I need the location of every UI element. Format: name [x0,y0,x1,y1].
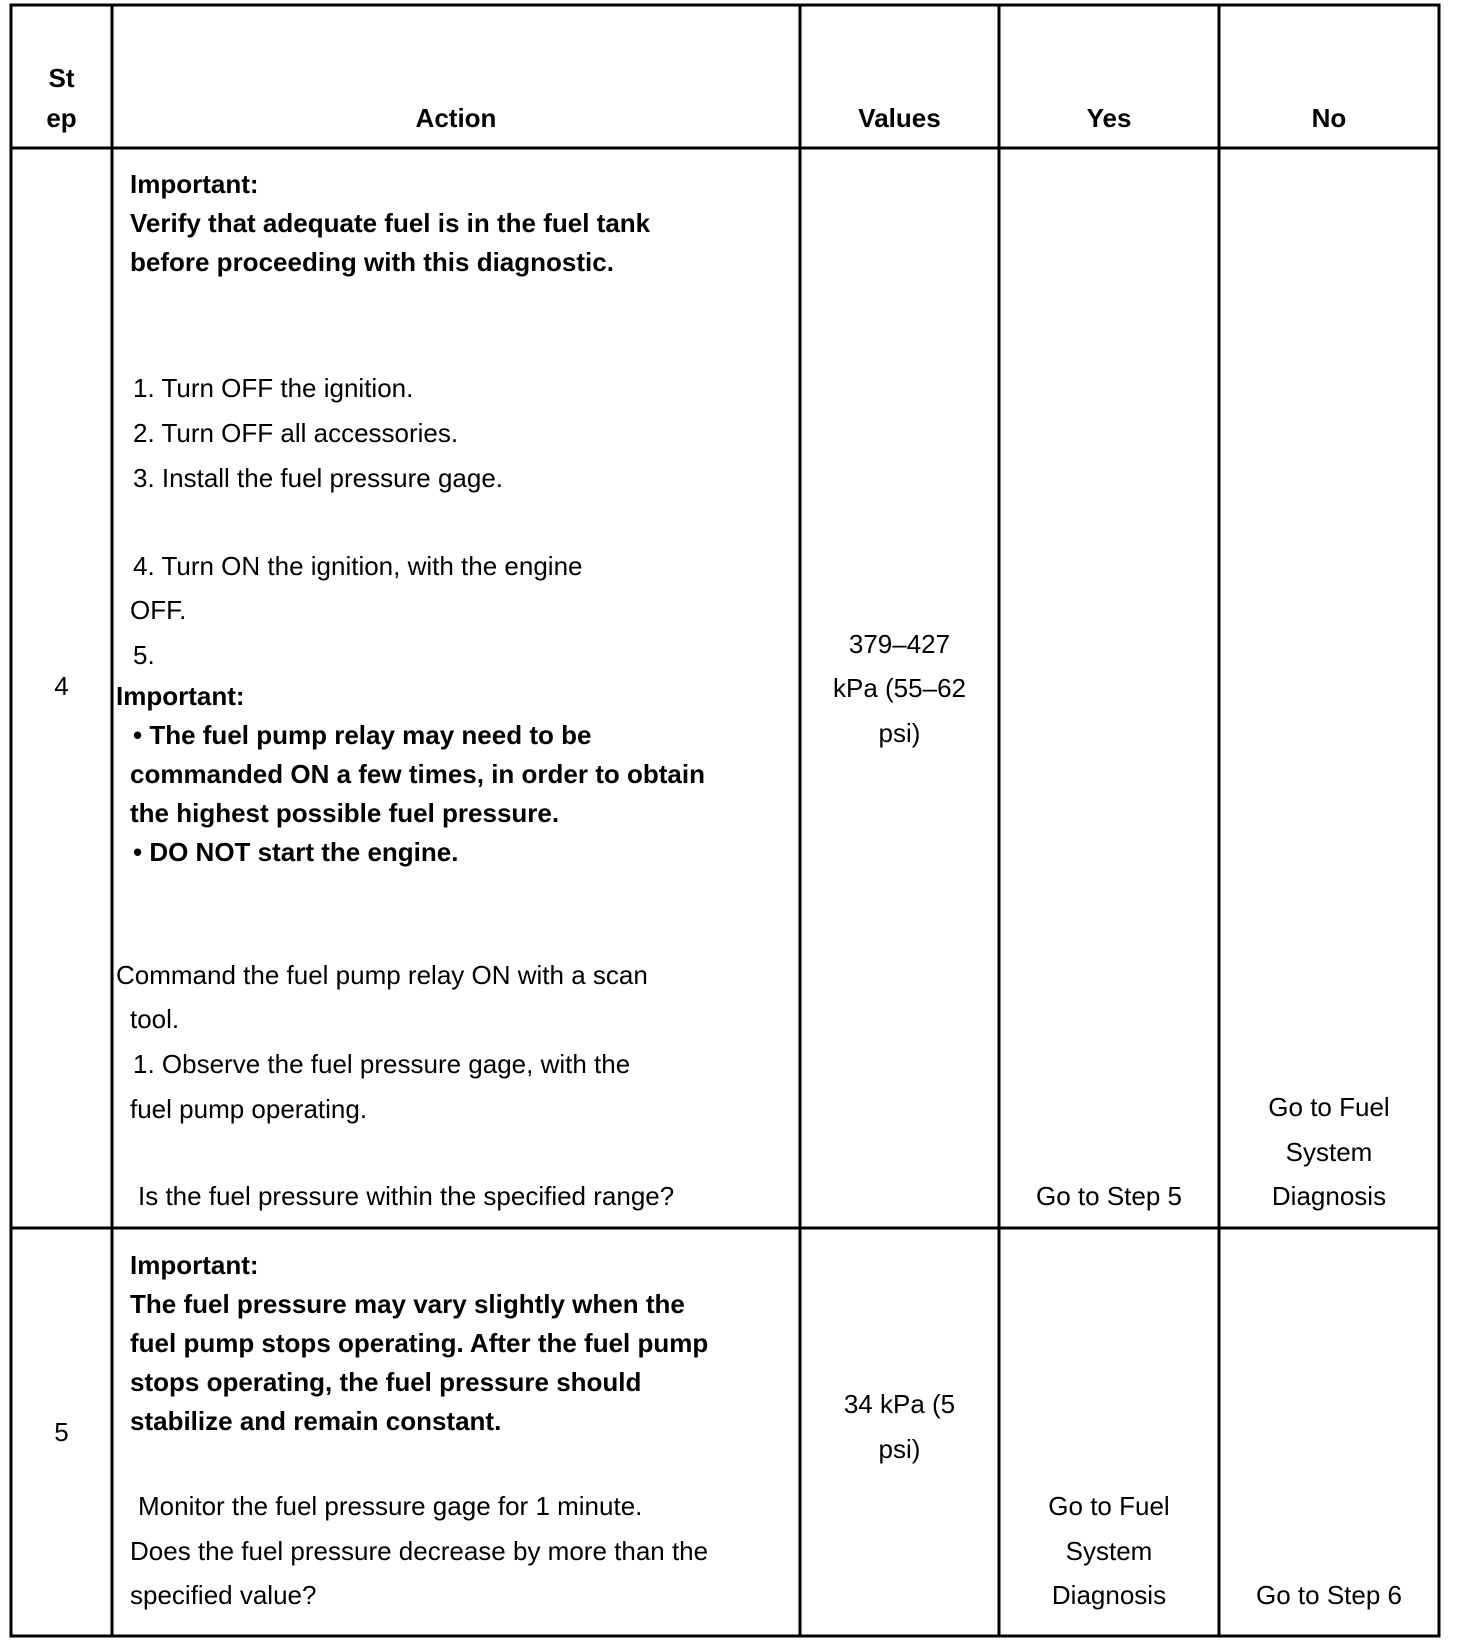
list-item-continuation: fuel pump operating. [130,1094,368,1124]
question-text: Is the fuel pressure within the specified range? [138,1181,675,1211]
important-note-line: stops operating, the fuel pressure should [130,1367,642,1397]
header-step-line1: St [48,63,75,93]
question-text: Does the fuel pressure decrease by more than the [130,1536,709,1566]
list-item: 3. Install the fuel pressure gage. [133,463,504,493]
no-link-go-to-step-6[interactable]: Go to Step 6 [1256,1580,1402,1610]
no-link-line[interactable]: System [1285,1137,1373,1167]
important-label: Important: [116,681,245,711]
instruction-line: Command the fuel pump relay ON with a scan [116,960,648,990]
important-note-line: stabilize and remain constant. [130,1406,502,1436]
value-line: psi) [878,1434,921,1464]
important-label: Important: [130,1250,259,1280]
important-label: Important: [130,169,259,199]
value-line: kPa (55–62 [833,673,966,703]
list-item: 1. Observe the fuel pressure gage, with the [133,1049,631,1079]
important-note-line: The fuel pressure may vary slightly when the [130,1289,685,1319]
list-item: 2. Turn OFF all accessories. [133,418,459,448]
yes-link-line[interactable]: System [1065,1536,1153,1566]
yes-link-go-to-step-5[interactable]: Go to Step 5 [1036,1181,1182,1211]
list-item: 5. [133,640,155,670]
important-note-line: before proceeding with this diagnostic. [130,247,614,277]
header-no: No [1311,103,1347,133]
no-link-line[interactable]: Diagnosis [1271,1181,1387,1211]
value-line: 34 kPa (5 [843,1389,956,1419]
header-values: Values [858,103,941,133]
bullet-item: • The fuel pump relay may need to be [133,720,592,750]
list-item: 4. Turn ON the ignition, with the engine [133,551,583,581]
yes-link-line[interactable]: Diagnosis [1051,1580,1167,1610]
step-number: 4 [54,671,69,701]
bullet-item: • DO NOT start the engine. [133,837,459,867]
header-step-line2: ep [46,103,77,133]
question-text: specified value? [130,1580,317,1610]
step-number: 5 [54,1417,69,1447]
value-line: 379–427 [848,629,951,659]
value-line: psi) [878,718,921,748]
no-link-line[interactable]: Go to Fuel [1268,1092,1390,1122]
instruction-line: tool. [130,1004,180,1034]
bullet-item-continuation: commanded ON a few times, in order to obtain [130,759,705,789]
list-item-continuation: OFF. [130,595,187,625]
list-item: 1. Turn OFF the ignition. [133,373,414,403]
yes-link-line[interactable]: Go to Fuel [1048,1491,1170,1521]
important-note-line: Verify that adequate fuel is in the fuel tank [130,208,651,238]
instruction-line: Monitor the fuel pressure gage for 1 minute. [138,1491,643,1521]
bullet-item-continuation: the highest possible fuel pressure. [130,798,560,828]
header-yes: Yes [1086,103,1132,133]
header-action: Action [415,103,497,133]
important-note-line: fuel pump stops operating. After the fuel pump [130,1328,709,1358]
